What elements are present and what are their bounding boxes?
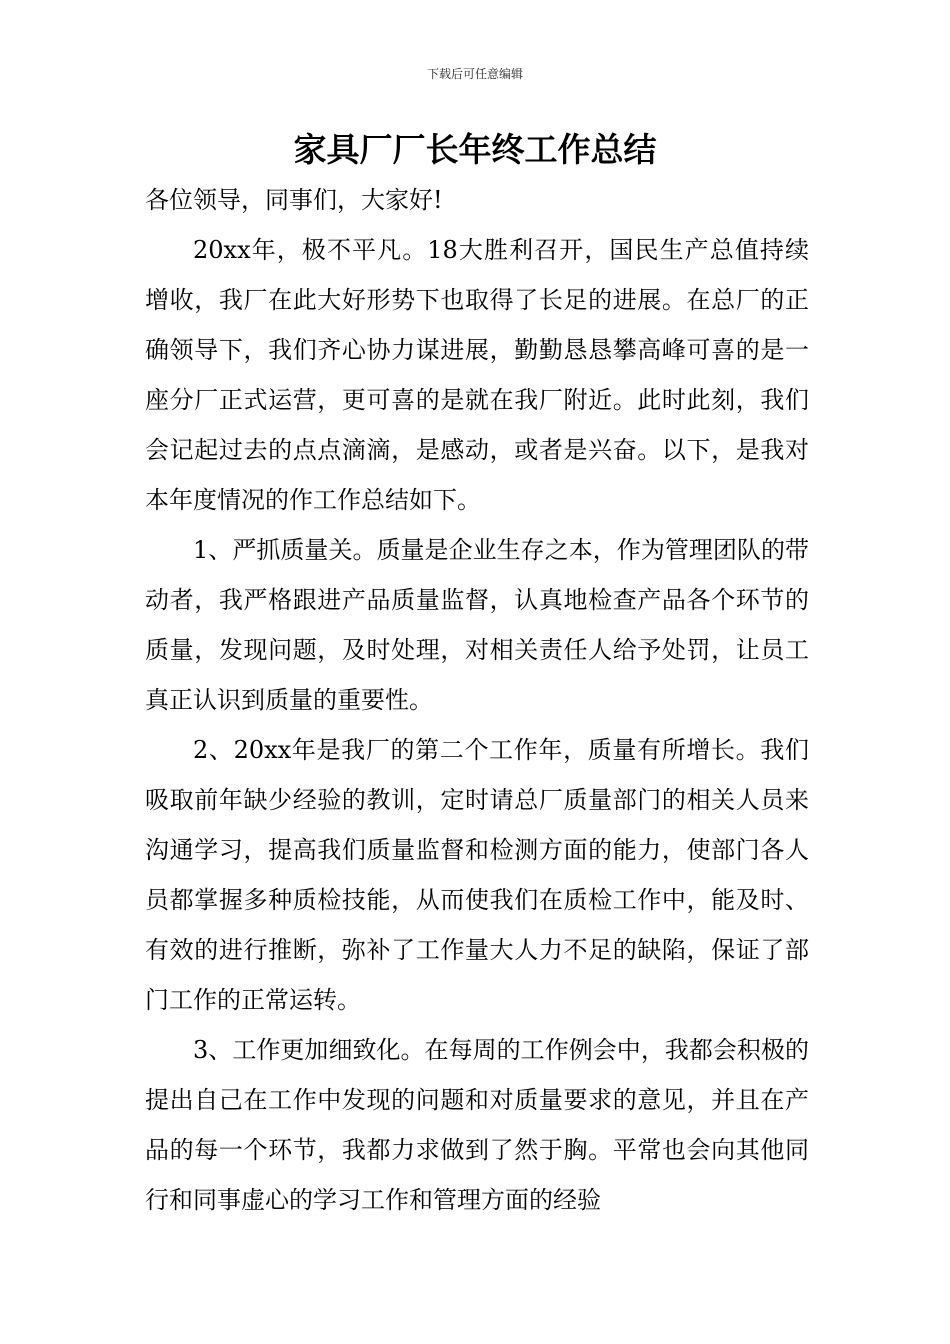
paragraph-item-1: 1、严抓质量关。质量是企业生存之本，作为管理团队的带动者，我严格跟进产品质量监督，认真地检查产品各个环节的质量，发现问题，及时处理，对相关责任人给予处罚，让员工真正认识到质量的重要性。: [145, 536, 809, 714]
paragraph-item-2: 2、20xx年是我厂的第二个工作年，质量有所增长。我们吸取前年缺少经验的教训，定时请总厂质量部门的相关人员来沟通学习，提高我们质量监督和检测方面的能力，使部门各人员都掌握多种质检技能，从而使我们在质检工作中，能及时、有效的进行推断，弥补了工作量大人力不足的缺陷，保证了部门工作的正常运转。: [145, 736, 809, 1014]
document-title: 家具厂厂长年终工作总结: [293, 130, 657, 169]
header-note: 下载后可任意编辑: [426, 67, 523, 81]
paragraph-intro: 20xx年，极不平凡。18大胜利召开，国民生产总值持续增收，我厂在此大好形势下也取得了长足的进展。在总厂的正确领导下，我们齐心协力谋进展，勤勤恳恳攀高峰可喜的是一座分厂正式运营，更可喜的是就在我厂附近。此时此刻，我们会记起过去的点点滴滴，是感动，或者是兴奋。以下，是我对本年度情况的作工作总结如下。: [145, 236, 809, 514]
paragraph-item-3: 3、工作更加细致化。在每周的工作例会中，我都会积极的提出自己在工作中发现的问题和对质量要求的意见，并且在产品的每一个环节，我都力求做到了然于胸。平常也会向其他同行和同事虚心的学习工作和管理方面的经验: [145, 1036, 809, 1214]
greeting-line: 各位领导，同事们，大家好!: [145, 186, 443, 214]
document-body: [145, 175, 809, 1225]
